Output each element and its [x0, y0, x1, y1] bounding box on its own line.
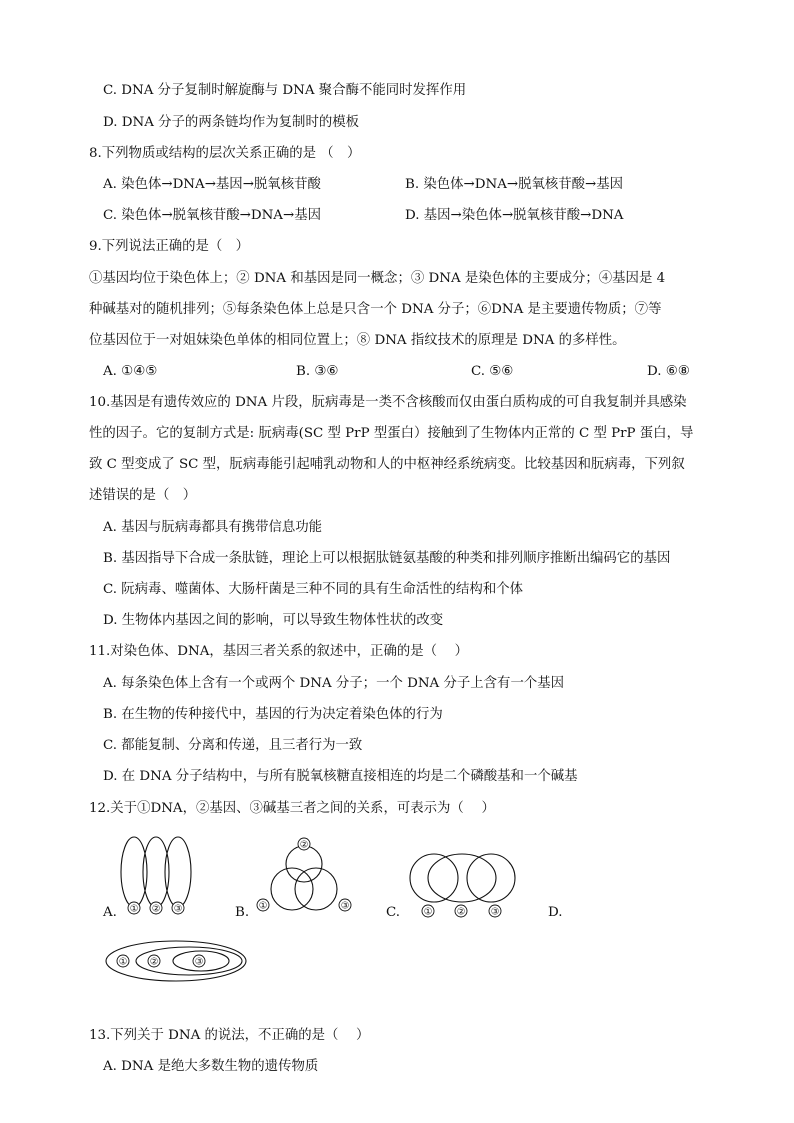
- label-2: ②: [299, 839, 309, 851]
- q10-option-d: D. 生物体内基因之间的影响，可以导致生物体性状的改变: [103, 613, 444, 628]
- label-1: ①: [129, 903, 139, 915]
- q12-diagram-b: [252, 834, 362, 924]
- label-3: ③: [340, 900, 350, 912]
- q9-option-a: A. ①④⑤: [103, 364, 158, 379]
- q7-option-c: C. DNA 分子复制时解旋酶与 DNA 聚合酶不能同时发挥作用: [103, 83, 467, 98]
- circle-dna: [271, 868, 313, 910]
- q10-option-c: C. 阮病毒、噬菌体、大肠杆菌是三种不同的具有生命活性的结构和个体: [103, 582, 523, 597]
- q12-diagram-d: [104, 938, 250, 986]
- label-1: ①: [118, 956, 128, 968]
- q13-option-a: A. DNA 是绝大多数生物的遗传物质: [103, 1059, 319, 1074]
- circle-gene: [286, 846, 322, 882]
- q7-option-d: D. DNA 分子的两条链均作为复制时的模板: [103, 115, 360, 130]
- q9-option-d: D. ⑥⑧: [647, 364, 690, 379]
- q11-option-d: D. 在 DNA 分子结构中，与所有脱氧核糖直接相连的均是二个磷酸基和一个碱基: [103, 769, 578, 784]
- q10-stem-line: 10.基因是有遗传效应的 DNA 片段，朊病毒是一类不含核酸而仅由蛋白质构成的可自我复制并具感染: [89, 395, 687, 410]
- label-3: ③: [173, 903, 183, 915]
- q10-option-b: B. 基因指导下合成一条肽链，理论上可以根据肽链氨基酸的种类和排列顺序推断出编码它的基因: [103, 551, 671, 566]
- circle-gene: [428, 854, 496, 902]
- q9-stem: 9.下列说法正确的是（ ）: [89, 239, 250, 254]
- q9-option-c: C. ⑤⑥: [471, 364, 514, 379]
- q12-stem: 12.关于①DNA，②基因、③碱基三者之间的关系，可表示为（ ）: [89, 801, 495, 816]
- q8-option-c: C. 染色体→脱氧核苷酸→DNA→基因: [103, 208, 321, 223]
- q13-stem: 13.下列关于 DNA 的说法，不正确的是（ ）: [89, 1028, 370, 1043]
- q12-diagram-c: [405, 848, 520, 920]
- q11-option-b: B. 在生物的传种接代中，基因的行为决定着染色体的行为: [103, 707, 443, 722]
- q12-option-b-label: B.: [235, 905, 250, 920]
- q10-stem-line: 致 C 型变成了 SC 型，朊病毒能引起哺乳动物和人的中枢神经系统病变。比较基因和朊病毒，下列叙: [89, 457, 685, 472]
- q8-option-b: B. 染色体→DNA→脱氧核苷酸→基因: [405, 177, 624, 192]
- q8-option-a: A. 染色体→DNA→基因→脱氧核苷酸: [103, 177, 321, 192]
- q11-option-a: A. 每条染色体上含有一个或两个 DNA 分子；一个 DNA 分子上含有一个基因: [103, 676, 565, 691]
- label-3: ③: [194, 956, 204, 968]
- circle-base: [295, 868, 337, 910]
- label-1: ①: [258, 900, 268, 912]
- q12-option-d-label: D.: [548, 905, 563, 920]
- q12-option-a-label: A.: [103, 905, 117, 920]
- label-2: ②: [456, 906, 466, 918]
- q8-option-d: D. 基因→染色体→脱氧核苷酸→DNA: [405, 208, 624, 223]
- q10-stem-line: 性的因子。它的复制方式是: 朊病毒(SC 型 PrP 型蛋白）接触到了生物体内正常的 C 型 PrP 蛋白，导: [89, 426, 694, 441]
- q10-option-a: A. 基因与朊病毒都具有携带信息功能: [103, 520, 323, 535]
- circle-base: [467, 854, 515, 902]
- q12-option-c-label: C.: [386, 905, 401, 920]
- label-3: ③: [490, 906, 500, 918]
- circle-dna: [410, 854, 458, 902]
- label-2: ②: [151, 903, 161, 915]
- q9-option-b: B. ③⑥: [296, 364, 339, 379]
- label-2: ②: [149, 956, 159, 968]
- label-1: ①: [423, 906, 433, 918]
- q8-stem: 8.下列物质或结构的层次关系正确的是 （ ）: [89, 146, 361, 161]
- q12-diagram-a: [118, 834, 198, 924]
- q11-option-c: C. 都能复制、分离和传递，且三者行为一致: [103, 738, 363, 753]
- q9-statement-line: 位基因位于一对姐妹染色单体的相同位置上；⑧ DNA 指纹技术的原理是 DNA 的多样性。: [89, 333, 626, 348]
- q9-statement-line: 种碱基对的随机排列；⑤每条染色体上总是只含一个 DNA 分子；⑥DNA 是主要遗传物质；⑦等: [89, 302, 662, 317]
- q10-stem-line: 述错误的是（ ）: [89, 488, 197, 503]
- q9-statement-line: ①基因均位于染色体上；② DNA 和基因是同一概念；③ DNA 是染色体的主要成分；④基因是 4: [89, 271, 666, 286]
- q11-stem: 11.对染色体、DNA，基因三者关系的叙述中，正确的是（ ）: [89, 644, 469, 659]
